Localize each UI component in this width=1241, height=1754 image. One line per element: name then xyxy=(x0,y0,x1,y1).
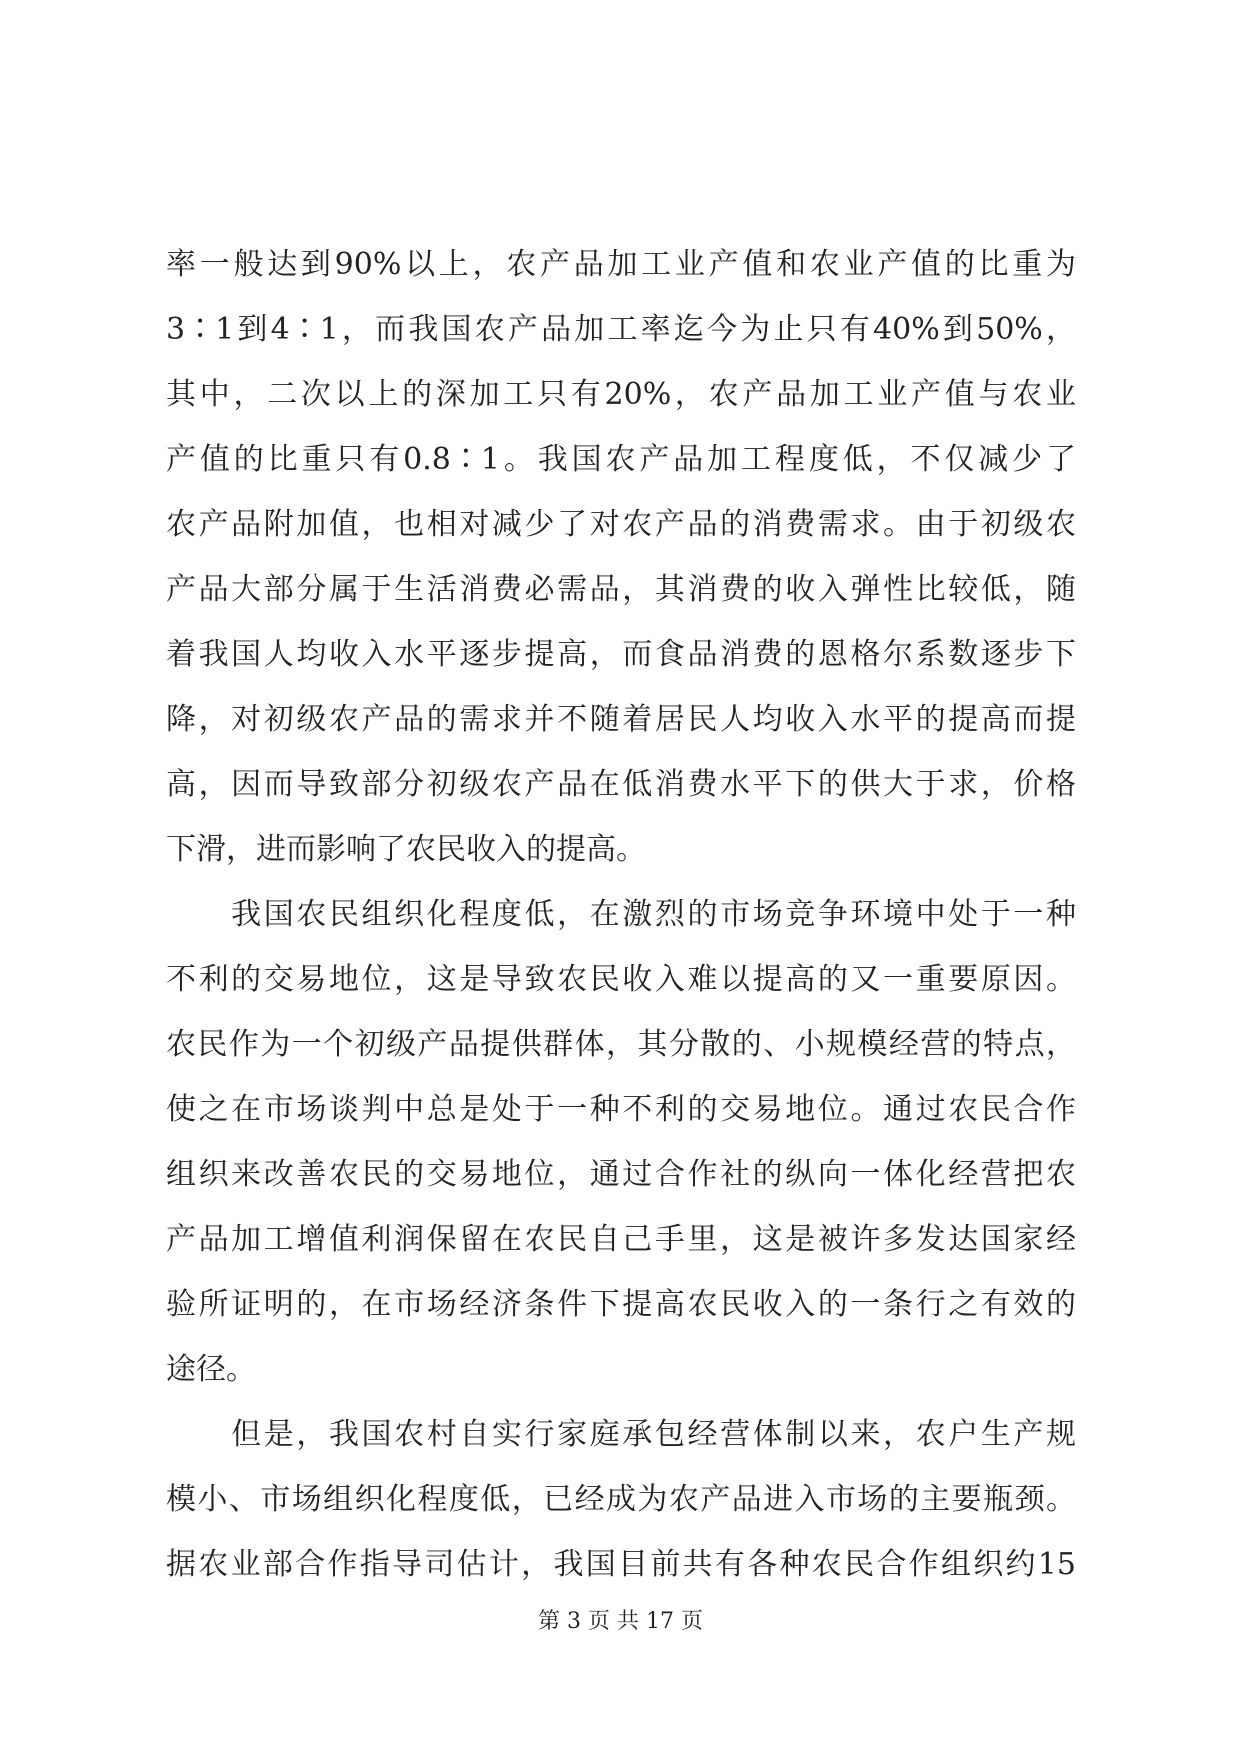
text-line: 产品加工增值利润保留在农民自己手里，这是被许多发达国家经 xyxy=(166,1222,1076,1257)
text-line: 途径。 xyxy=(166,1352,256,1387)
text-line: 验所证明的，在市场经济条件下提高农民收入的一条行之有效的 xyxy=(166,1287,1076,1322)
text-line: 其中，二次以上的深加工只有20%，农产品加工业产值与农业 xyxy=(166,377,1076,412)
text-line: 降，对初级农产品的需求并不随着居民人均收入水平的提高而提 xyxy=(166,702,1076,737)
text-line: 农民作为一个初级产品提供群体，其分散的、小规模经营的特点， xyxy=(166,1027,1076,1062)
text-line: 我国农民组织化程度低，在激烈的市场竞争环境中处于一种 xyxy=(166,897,1076,932)
text-line: 高，因而导致部分初级农产品在低消费水平下的供大于求，价格 xyxy=(166,767,1076,802)
body-text xyxy=(166,232,1076,1597)
text-line: 据农业部合作指导司估计，我国目前共有各种农民合作组织约15 xyxy=(166,1547,1076,1582)
text-line: 着我国人均收入水平逐步提高，而食品消费的恩格尔系数逐步下 xyxy=(166,637,1076,672)
text-line: 农产品附加值，也相对减少了对农产品的消费需求。由于初级农 xyxy=(166,507,1076,542)
text-line: 不利的交易地位，这是导致农民收入难以提高的又一重要原因。 xyxy=(166,962,1076,997)
text-line: 模小、市场组织化程度低，已经成为农产品进入市场的主要瓶颈。 xyxy=(166,1482,1076,1517)
text-line: 3∶1到4∶1，而我国农产品加工率迄今为止只有40%到50%， xyxy=(166,312,1076,347)
text-line: 但是，我国农村自实行家庭承包经营体制以来，农户生产规 xyxy=(166,1417,1076,1452)
text-line: 组织来改善农民的交易地位，通过合作社的纵向一体化经营把农 xyxy=(166,1157,1076,1192)
text-line: 产值的比重只有0.8∶1。我国农产品加工程度低，不仅减少了 xyxy=(166,442,1076,477)
page-footer: 第 3 页 共 17 页 xyxy=(538,1609,703,1634)
text-line: 产品大部分属于生活消费必需品，其消费的收入弹性比较低，随 xyxy=(166,572,1076,607)
text-line: 使之在市场谈判中总是处于一种不利的交易地位。通过农民合作 xyxy=(166,1092,1076,1127)
text-line: 率一般达到90%以上，农产品加工业产值和农业产值的比重为 xyxy=(166,247,1076,282)
text-line: 下滑，进而影响了农民收入的提高。 xyxy=(166,832,646,867)
